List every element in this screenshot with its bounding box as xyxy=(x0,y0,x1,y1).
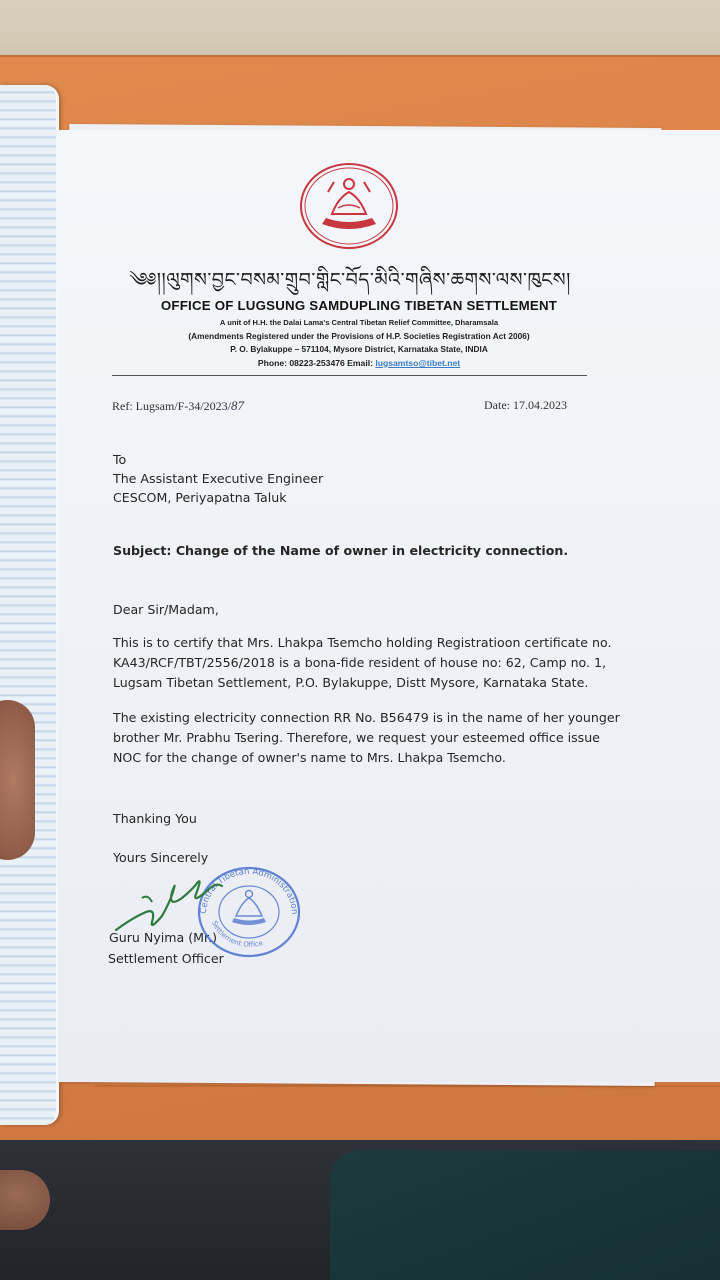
to-label: To xyxy=(113,452,127,467)
office-name-heading: OFFICE OF LUGSUNG SAMDUPLING TIBETAN SETTLEMENT xyxy=(160,298,558,313)
reference-number xyxy=(112,398,244,414)
subject-line: Subject: Change of the Name of owner in electricity connection. xyxy=(113,543,569,558)
thanking-line: Thanking You xyxy=(113,811,197,826)
reference-printed: Ref: Lugsam/F-34/2023/ xyxy=(112,399,231,413)
reference-handwritten: 87 xyxy=(231,398,244,413)
paragraph1-line-3: Lugsam Tibetan Settlement, P.O. Bylakuppe, Distt Mysore, Karnataka State. xyxy=(113,675,589,690)
letter-date: Date: 17.04.2023 xyxy=(484,398,567,412)
settlement-emblem-icon xyxy=(298,162,400,250)
teal-cloth xyxy=(330,1150,720,1280)
stamp-text-top: Central Tibetan Administration xyxy=(198,866,300,915)
tibetan-office-name: ༄༅།།ལུགས་བྱང་བསམ་གྲུབ་གླིང་བོད་མིའི་གཞིས་ཆགས་ལས་ཁུངས། xyxy=(129,269,571,291)
email-link[interactable]: lugsamtso@tibet.net xyxy=(375,358,461,368)
unit-line: A unit of H.H. the Dalai Lama's Central Tibetan Relief Committee, Dharamsala xyxy=(219,318,499,327)
recipient-line-2: CESCOM, Periyapatna Taluk xyxy=(113,490,287,505)
amendment-line: (Amendments Registered under the Provisions of H.P. Societies Registration Act 2006) xyxy=(188,331,530,341)
blue-booklet-edge xyxy=(0,85,59,1125)
signatory-name: Guru Nyima (Mr.) xyxy=(109,930,217,945)
handwritten-signature-icon xyxy=(112,868,232,938)
paragraph1-line-2: KA43/RCF/TBT/2556/2018 is a bona-fide resident of house no: 62, Camp no. 1, xyxy=(113,655,607,670)
address-line: P. O. Bylakuppe – 571104, Mysore District, Karnataka State, INDIA xyxy=(230,344,488,354)
thumb xyxy=(0,700,35,860)
recipient-line-1: The Assistant Executive Engineer xyxy=(113,471,324,486)
paragraph1-line-1: This is to certify that Mrs. Lhakpa Tsemcho holding Registratioon certificate no. xyxy=(113,635,612,650)
contact-line xyxy=(100,358,618,368)
paragraph2-line-3: NOC for the change of owner's name to Mrs. Lhakpa Tsemcho. xyxy=(113,750,506,765)
signatory-title: Settlement Officer xyxy=(108,951,224,966)
sincerely-line: Yours Sincerely xyxy=(113,850,209,865)
stamp-text-bottom: Settlement Office xyxy=(210,919,264,949)
letterhead-divider xyxy=(112,375,587,376)
paragraph2-line-2: brother Mr. Prabhu Tsering. Therefore, we request your esteemed office issue xyxy=(113,730,600,745)
phone-label: Phone: 08223-253476 Email: xyxy=(257,358,373,368)
paragraph2-line-1: The existing electricity connection RR No. B56479 is in the name of her younger xyxy=(113,710,620,725)
salutation: Dear Sir/Madam, xyxy=(113,602,219,617)
